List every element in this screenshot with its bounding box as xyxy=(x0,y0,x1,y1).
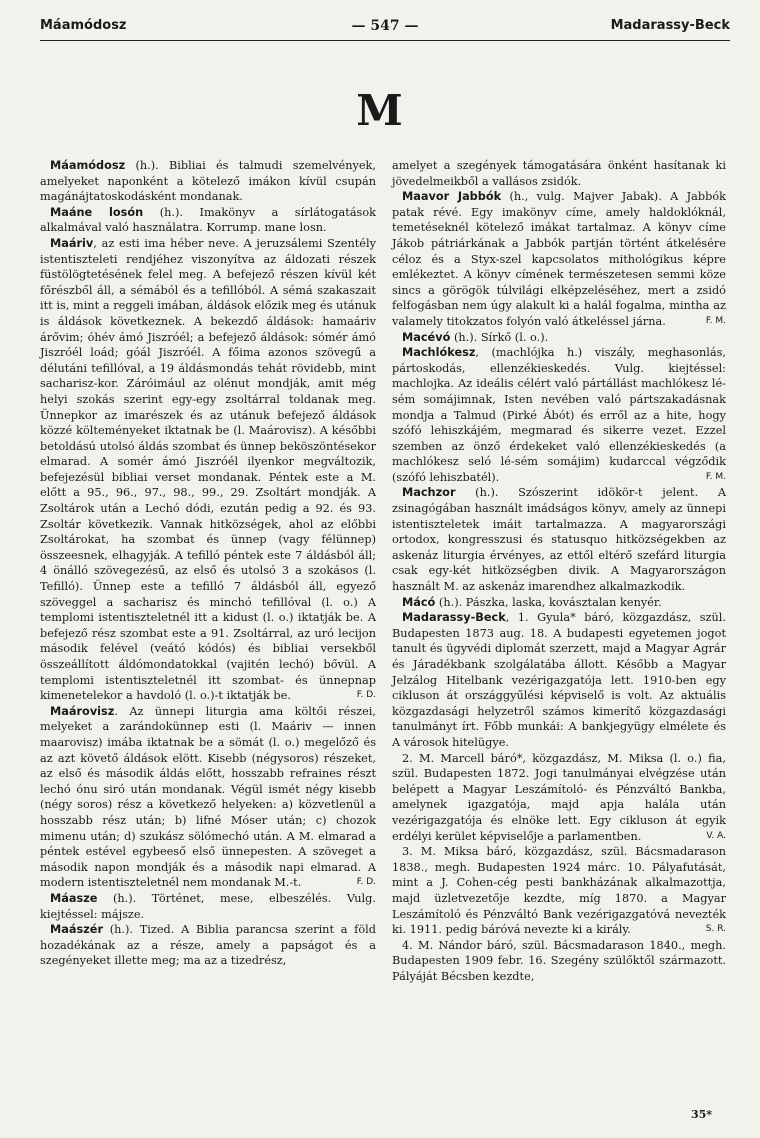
dictionary-entry xyxy=(40,158,376,205)
entry-text: (h., vulg. Majver Jabak). A Jabbók patak révé. Egy imakönyv címe, amely haldoklóknál, temetéseknél kötelező imákat tartalmaz. A könyv címe Jákob pátriárkának a Jabbók partján történt átkelésére céloz és a Styx-szel kapcsolatos mithológikus képre emlékeztet. A könyv címének természetesen semmi köze sincs a görögök túlvilági elképzeléséhez, mert a zsidó felfogásban nem úgy alakult ki a halál fogalma, mintha az valamely titokzatos folyón való átkeléssel járna. xyxy=(392,190,726,328)
running-header xyxy=(40,18,730,40)
entry-text: , az esti ima héber neve. A jeruzsálemi Szentély istentiszteleti rendjéhez viszonyítva az áldozati részek füstölögtetésének felel meg. A befejező részen kívül két főrészből áll, a sémából és a tefillóból. A sémá szakaszait itt is, mint a reggeli imában, áldások előzik meg és utánuk is áldások következnek. A bekezdő áldások: hamaáriv árővim; óhév ámó Jiszróél; a befejező áldások: sómér ámó Jiszróél loád; góál Jiszróél. A főima azonos szövegű a délutáni tefillóval, a 19 áldásmondás tehát rövidebb, mint sacharisz-kor. Záróimául az olénut mondják, amit még helyi szokás szerint egy-egy zsoltárral toldanak meg. Ünnepkor az imarészek és az utánuk befejező áldások közzé költeményeket iktatnak be (l. Maárovisz). A későbbi betoldású utolsó áldás szombat és ünnep beköszöntésekor elmarad. A somér ámó Jiszróél ilyenkor megváltozik, befejezésül bibliai verset mondanak. Péntek este a M. előtt a 95., 96., 97., 98., 99., 29. Zsoltárt mondják. A Zsoltárok után a Lechó dódi, ezután pedig a 92. és 93. Zsoltár következik. Vannak hitközségek, ahol az előbbi Zsoltárokat, ha szombat és ünnep (vagy félünnep) összeesnek, elhagyják. A tefilló péntek este 7 áldásból áll; 4 önálló szövegezésű, az első és utolsó 3 a szokásos (l. Tefilló). Ünnep este a tefilló 7 áldásból áll, egyező szöveggel a sacharisz és minchó tefillóval (l. o.) A templomi istentiszteletnél itt a kidust (l. o.) iktatják be. A befejező rész szombat este a 91. Zsoltárral, az uró lecijon második felével (veátó kódós) és bibliai versekből összeállított áldómondatokkal (vajitén lechó) bővül. A templomi istentiszteletnél itt szombat- és ünnepnap kimenetelekor a havdoló (l. o.)-t iktatják be. xyxy=(40,236,376,703)
dictionary-entry xyxy=(392,485,726,594)
entry-text: (h.). Bibliai és talmudi szemelvények, amelyeket naponként a kötelező imákon kívül csupán magánájtatoskodásként mondanak. xyxy=(40,159,376,204)
entry-text: 3. M. Miksa báró, közgazdász, szül. Bácsmadarason 1838., megh. Budapesten 1924 márc. 10. Pályafutását, mint a J. Cohen-cég pesti bankházának alkalmazottja, majd üzletvezetője kezdte, míg 1870. a Magyar Leszámítoló és Pénzváltó Bank vezérigazgatóvá nevezték ki. 1911. pedig báróvá nevezte ki a király. xyxy=(392,845,726,937)
entry-headword: Madarassy-Beck xyxy=(402,611,506,625)
entry-text: (h.). Történet, mese, elbeszélés. Vulg. kiejtéssel: májsze. xyxy=(40,891,376,921)
entry-headword: Machlókesz xyxy=(402,346,476,360)
entry-headword: Maászér xyxy=(50,923,104,937)
dictionary-entry xyxy=(392,844,726,938)
right-column xyxy=(392,158,726,984)
entry-headword: Máamódosz xyxy=(50,159,126,172)
entry-text: 2. M. Marcell báró*, közgazdász, M. Miksa (l. o.) fia, szül. Budapesten 1872. Jogi tanulmányai elvégzése után belépett a Magyar Leszámítoló- és Pénzváltó Bankba, amelynek igazgatója, majd apja halála után vezérigazgatója és elnöke lett. Egy cikluson át egyik erdélyi kerület képviselője a parlamentben. xyxy=(392,751,726,843)
entry-headword: Machzor xyxy=(402,486,456,500)
header-left-term: Máamódosz xyxy=(40,18,127,33)
entry-headword: Mácó xyxy=(402,595,436,609)
entry-headword: Maárovisz xyxy=(50,704,115,718)
entry-author-signature: F. M. xyxy=(705,315,726,326)
dictionary-entry xyxy=(40,891,376,922)
section-letter: M xyxy=(356,86,404,135)
dictionary-entry xyxy=(392,330,726,346)
dictionary-entry xyxy=(392,610,726,750)
dictionary-entry xyxy=(40,205,376,236)
entry-headword: Maáriv xyxy=(50,236,94,250)
page-number-header: — 547 — xyxy=(351,18,419,34)
header-right-term: Madarassy-Beck xyxy=(610,18,730,33)
entry-text: amelyet a szegények támogatására önként hasítanak ki jövedelmeikből a vallásos zsidók. xyxy=(392,159,726,188)
dictionary-entry xyxy=(40,922,376,969)
entry-headword: Maáne losón xyxy=(50,205,144,219)
dictionary-entry xyxy=(392,938,726,985)
entry-text: (h.). Sírkő (l. o.). xyxy=(450,330,549,344)
entry-text: (h.). Tized. A Biblia parancsa szerint a föld hozadékának az a része, amely a papságot és a szegényeket illette meg; ma az a tizedrész, xyxy=(40,923,376,968)
dictionary-entry xyxy=(392,189,726,329)
entry-text: , (machlójka h.) viszály, meghasonlás, pártoskodás, ellenzékieskedés. Vulg. kiejtéssel: machlojka. Az ideális célért való pártállást machlókesz lé-sém somájimnak, Isten nevében való pártszakadásnak mondja a Talmud (Pirké Ábót) és erről az a hite, hogy szófó lehiszkájém, megmarad és sikerre vezet. Ezzel szemben az önző érdekeket való ellenzékieskedés (a machlókesz seló lé-sém somájim) kudarccal végződik (szófó lehiszbatél). xyxy=(392,346,726,484)
signature-mark: 35* xyxy=(690,1108,712,1121)
dictionary-entry xyxy=(392,345,726,485)
entry-author-signature: F. M. xyxy=(705,471,726,482)
entry-author-signature: F. D. xyxy=(356,877,376,888)
entry-text: (h.). Szószerint idökör-t jelent. A zsinagógában használt imádságos könyv, amely az ünnepi istentiszteletek imáit tartalmazza. A magyarországi ortodox, kongresszusi és statusquo hitközségekben az askenáz liturgia érvényes, az ettől eltérő szefárd liturgia csak egy-két hitközségben divik. A Magyarországon használt M. az askenáz imarendhez alkalmazkodik. xyxy=(392,486,726,594)
left-column xyxy=(40,158,376,969)
entry-author-signature: F. D. xyxy=(356,690,376,701)
entry-author-signature: S. R. xyxy=(705,924,726,935)
entry-text: (h.). Imakönyv a sírlátogatások alkalmával való használatra. Korrump. mane losn. xyxy=(40,205,376,235)
entry-text: (h.). Pászka, laska, kovásztalan kenyér. xyxy=(435,595,662,609)
entry-author-signature: V. A. xyxy=(706,830,726,841)
entry-headword: Maavor Jabbók xyxy=(402,190,502,204)
entry-headword: Macévó xyxy=(402,330,451,344)
entry-text: 4. M. Nándor báró, szül. Bácsmadarason 1840., megh. Budapesten 1909 febr. 16. Szegény szülőktől származott. Pályáját Bécsben kezdte, xyxy=(392,938,726,983)
entry-text: . Az ünnepi liturgia ama költői részei, melyeket a zarándokünnep esti (l. Maáriv — innen maarovisz) imába iktatnak be a sömát (l. o.) megelőző és az azt követő áldások elött. Kisebb (négysoros) részeket, az első és második áldás előtt, hosszabb refraines részt lechó ónu siró után mondanak. Végül ismét négy kisebb (négy soros) rész a következő helyeken: a) közvetlenül a hosszabb rész után; b) lifné Móser után; c) chozok mimenu után; d) szukász sölómechó után. A M. elmarad a péntek estével egybeeső első ünnepesten. A szöveget a második napon mondják és a második napi elmarad. A modern istentiszteletnél nem mondanak M.-t. xyxy=(40,704,376,890)
entry-headword: Máasze xyxy=(50,891,98,905)
dictionary-entry xyxy=(392,158,726,189)
header-rule xyxy=(40,40,730,41)
dictionary-entry xyxy=(392,595,726,611)
dictionary-entry xyxy=(40,704,376,891)
entry-text: , 1. Gyula* báró, közgazdász, szül. Budapesten 1873 aug. 18. A budapesti egyetemen jogot tanult és ügyvédi diplomát szerzett, majd a Magyar Agrár és Járadékbank szolgálatába állott. Később a Magyar Jelzálog Hitelbank vezérigazgatója lett. 1910-ben egy cikluson át országgyűlési képviselő is volt. Az aktuális közgazdasági helyzetről számos kimerítő közgazdasági tanulmányt írt. Főbb munkái: A bankjegyügy elmélete és A városok hitelügye. xyxy=(392,611,726,749)
dictionary-entry xyxy=(392,751,726,845)
dictionary-entry xyxy=(40,236,376,704)
